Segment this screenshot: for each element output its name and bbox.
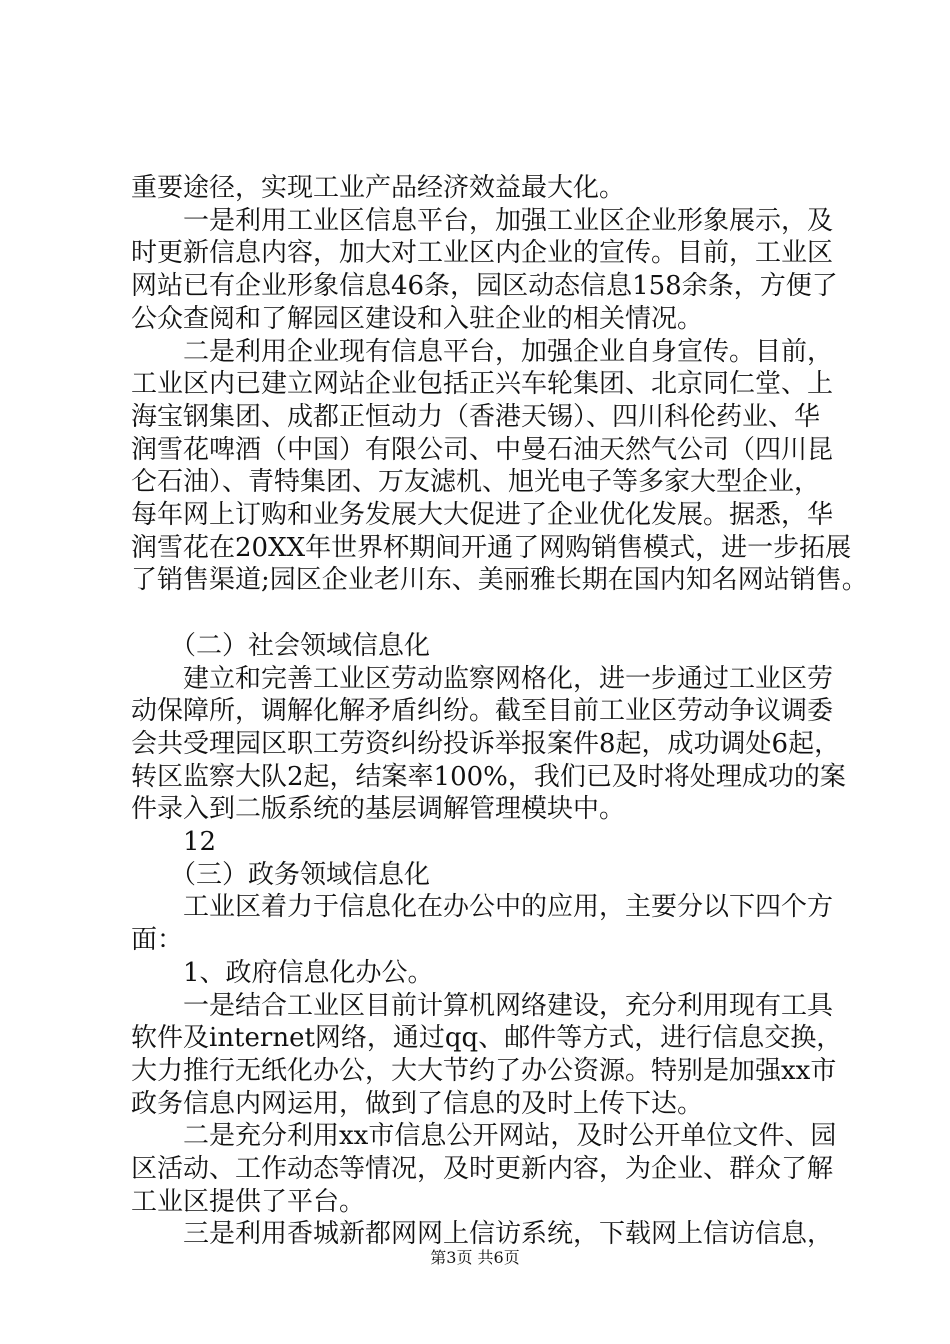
text-line: 政务信息内网运用，做到了信息的及时上传下达。 [131, 1088, 704, 1119]
text-line: 区活动、工作动态等情况，及时更新内容，为企业、群众了解 [131, 1154, 834, 1184]
text-line: 件录入到二版系统的基层调解管理模块中。 [131, 794, 626, 825]
text-line: 重要途径，实现工业产品经济效益最大化。 [131, 173, 626, 203]
page-footer: 第3页 共6页 [430, 1248, 520, 1267]
text-line: （三）政务领域信息化 [131, 859, 431, 890]
text-line: 润雪花在20XX年世界杯期间开通了网购销售模式，进一步拓展 [131, 532, 852, 563]
text-line: 大力推行无纸化办公，大大节约了办公资源。特别是加强xx市 [131, 1055, 837, 1086]
text-line: 网站已有企业形象信息46条，园区动态信息158余条，方便了 [131, 271, 838, 302]
text-line: 面： [131, 925, 184, 956]
text-line: 海宝钢集团、成都正恒动力（香港天锡）、四川科伦药业、华 [131, 401, 821, 432]
text-line: 12 [131, 827, 217, 857]
text-line: 仑石油）、青特集团、万友滤机、旭光电子等多家大型企业， [131, 467, 821, 498]
text-line: 软件及internet网络，通过qq、邮件等方式，进行信息交换， [131, 1023, 843, 1054]
text-line: 了销售渠道;园区企业老川东、美丽雅长期在国内知名网站销售。 [131, 565, 868, 596]
text-line: （二）社会领域信息化 [131, 630, 431, 661]
text-line: 动保障所，调解化解矛盾纠纷。截至目前工业区劳动争议调委 [131, 696, 834, 727]
text-line: 建立和完善工业区劳动监察网格化，进一步通过工业区劳 [131, 663, 834, 694]
text-line: 工业区着力于信息化在办公中的应用，主要分以下四个方 [131, 892, 834, 923]
text-line: 三是利用香城新都网网上信访系统，下载网上信访信息， [131, 1219, 834, 1250]
text-line: 一是结合工业区目前计算机网络建设，充分利用现有工具 [131, 990, 834, 1021]
text-line: 1、政府信息化办公。 [131, 957, 434, 988]
text-line: 公众查阅和了解园区建设和入驻企业的相关情况。 [131, 303, 704, 334]
text-line: 二是利用企业现有信息平台，加强企业自身宣传。目前， [131, 336, 834, 367]
text-line: 一是利用工业区信息平台，加强工业区企业形象展示，及 [131, 205, 834, 236]
text-line: 转区监察大队2起，结案率100%，我们已及时将处理成功的案 [131, 761, 846, 792]
text-line: 润雪花啤酒（中国）有限公司、中曼石油天然气公司（四川昆 [131, 434, 834, 465]
text-line: 工业区内已建立网站企业包括正兴车轮集团、北京同仁堂、上 [131, 369, 834, 400]
text-line: 二是充分利用xx市信息公开网站，及时公开单位文件、园 [131, 1121, 837, 1152]
text-line: 时更新信息内容，加大对工业区内企业的宣传。目前，工业区 [131, 238, 834, 269]
text-line: 工业区提供了平台。 [131, 1186, 366, 1217]
text-line: 会共受理园区职工劳资纠纷投诉举报案件8起，成功调处6起， [131, 728, 841, 759]
text-line: 每年网上订购和业务发展大大促进了企业优化发展。据悉，华 [131, 500, 834, 530]
